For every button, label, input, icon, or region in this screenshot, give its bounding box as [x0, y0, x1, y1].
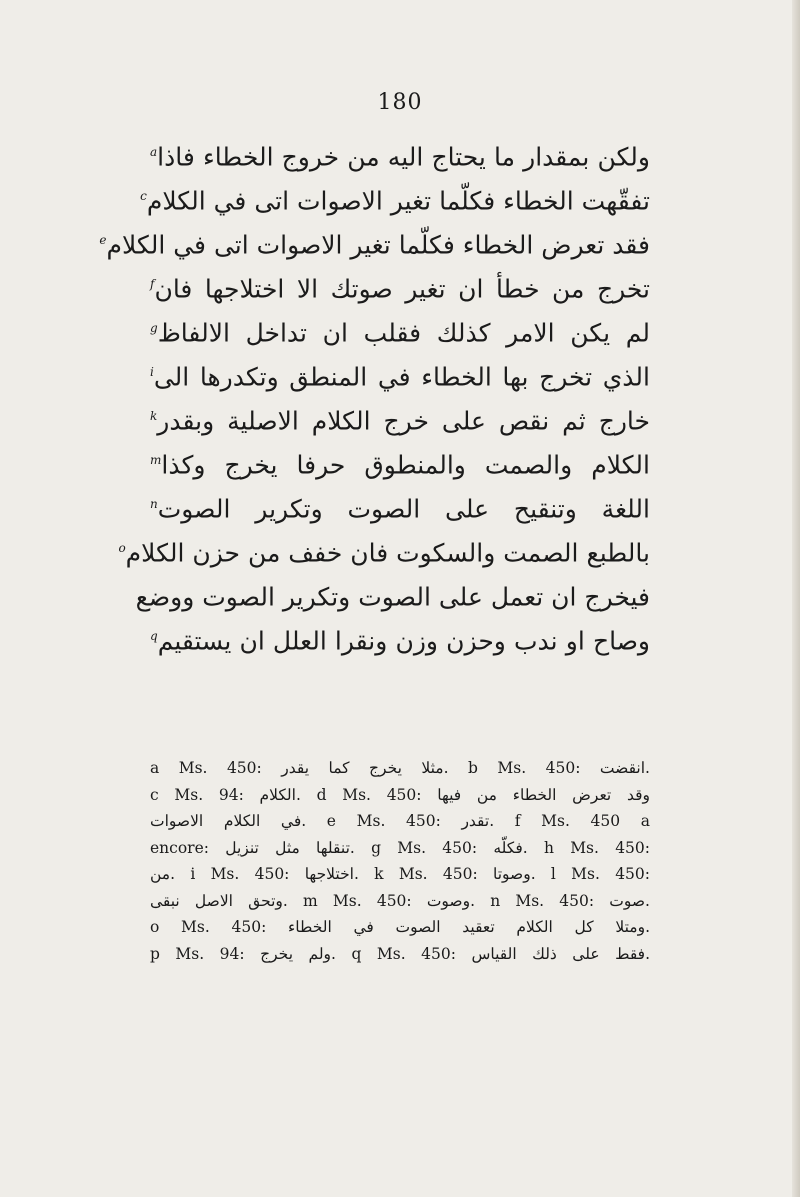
page-edge-shadow — [792, 0, 800, 1197]
text-line: تخرج من خطأ ان تغير صوتك الا اختلاجها فان$^f$ — [150, 274, 650, 304]
text-line: الذي تخرج بها الخطاء في المنطق وتكدرها الى$^i$ — [150, 362, 650, 392]
footnote-line: c Ms. 94: الكلام. d Ms. 450: وقد تعرض الخطاء من فيها — [150, 785, 650, 804]
note-marker: f — [150, 277, 155, 291]
note-marker: n — [150, 497, 158, 511]
note-marker: q — [150, 629, 158, 643]
text-line: الكلام والصمت والمنطوق حرفا يخرج وكذا$^m$ — [150, 450, 650, 480]
text-line: لم يكن الامر كذلك فقلب ان تداخل الالفاظ$^g$ — [150, 318, 650, 348]
note-marker: g — [150, 321, 158, 335]
notes-divider — [150, 748, 650, 749]
arabic-main-text — [99, 130, 650, 658]
text-line: خارج ثم نقص على خرج الكلام الاصلية وبقدر$^k$ — [150, 406, 650, 436]
text-line: فيخرج ان تعمل على الصوت وتكرير الصوت ووضع — [135, 582, 650, 612]
footnote-line: o Ms. 450: ومتلا كل الكلام تعقيد الصوت في الخطاء. — [150, 918, 651, 936]
text-line: ولكن بمقدار ما يحتاج اليه من خروج الخطاء فاذا$^a$ — [150, 142, 650, 172]
note-marker: k — [150, 409, 158, 423]
text-line: بالطبع الصمت والسكوت فان خفف من حزن الكلام$^o$ — [118, 538, 650, 568]
footnote-line: a Ms. 450: مثلا يخرج كما يقدر. b Ms. 450: انقضت. — [150, 759, 650, 777]
footnote-line: من. i Ms. 450: اختلاجها. k Ms. 450: وصوتا. l Ms. 450: — [150, 865, 651, 883]
note-marker: c — [140, 189, 147, 203]
text-line: تفقّهت الخطاء فكلّما تغير الاصوات اتى في الكلام$^c$ — [140, 186, 650, 216]
note-marker: i — [150, 365, 154, 379]
note-marker: m — [150, 453, 162, 467]
note-marker: e — [99, 233, 107, 247]
note-marker: a — [150, 145, 158, 159]
footnote-line: encore: تنقلها مثل تنزيل. g Ms. 450: فكلّه. h Ms. 450: — [150, 838, 651, 857]
footnote-line: p Ms. 94: ولم يخرج. q Ms. 450: فقط على ذلك القياس. — [150, 944, 651, 963]
text-line: اللغة وتنقيح على الصوت وتكرير الصوت$^n$ — [150, 494, 650, 524]
footnote-line: وتحق الاصل نبقى. m Ms. 450: وصوت. n Ms. 450: صوت. — [150, 891, 650, 910]
page-number: 180 — [377, 90, 423, 115]
text-line: فقد تعرض الخطاء فكلّما تغير الاصوات اتى في الكلام$^e$ — [99, 230, 650, 260]
text-line: وصاح او ندب وحزن وزن ونقرا العلل ان يستقيم$^q$ — [150, 626, 650, 656]
footnote-line: في الكلام الاصوات. e Ms. 450: تقدر. f Ms. 450 a — [150, 812, 650, 830]
note-marker: o — [118, 541, 126, 555]
footnotes — [150, 755, 650, 967]
